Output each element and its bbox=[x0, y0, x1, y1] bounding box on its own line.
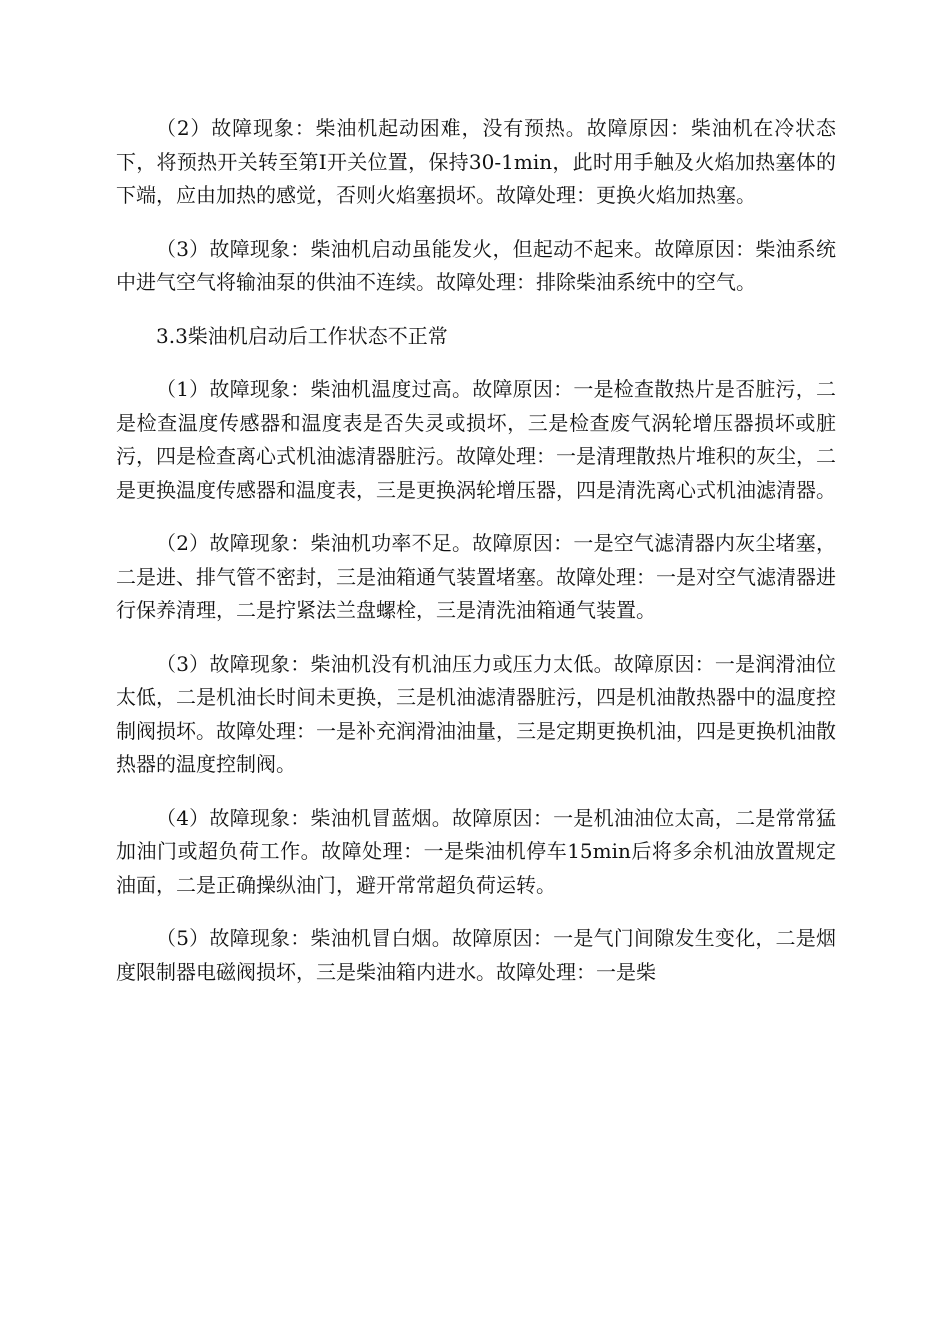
section-heading-3-3: 3.3柴油机启动后工作状态不正常 bbox=[156, 323, 448, 348]
paragraph-fault-5-white-smoke: （5）故障现象：柴油机冒白烟。故障原因：一是气门间隙发生变化，二是烟度限制器电磁阀损坏，三是柴油箱内进水。故障处理：一是柴 bbox=[116, 926, 836, 984]
paragraph-fault-2-low-power: （2）故障现象：柴油机功率不足。故障原因：一是空气滤清器内灰尘堵塞，二是进、排气管不密封，三是油箱通气装置堵塞。故障处理：一是对空气滤清器进行保养清理，二是拧紧法兰盘螺栓，三是清洗油箱通气装置。 bbox=[116, 531, 836, 622]
paragraph-fault-2-preheat: （2）故障现象：柴油机起动困难，没有预热。故障原因：柴油机在冷状态下，将预热开关转至第Ⅰ开关位置，保持30-1min，此时用手触及火焰加热塞体的下端，应由加热的感觉，否则火焰塞损坏。故障处理：更换火焰加热塞。 bbox=[116, 116, 836, 207]
paragraph-fault-3-air-in-fuel: （3）故障现象：柴油机启动虽能发火，但起动不起来。故障原因：柴油系统中进气空气将输油泵的供油不连续。故障处理：排除柴油系统中的空气。 bbox=[116, 236, 836, 294]
paragraph-fault-1-overheat: （1）故障现象：柴油机温度过高。故障原因：一是检查散热片是否脏污，二是检查温度传感器和温度表是否失灵或损坏，三是检查废气涡轮增压器损坏或脏污，四是检查离心式机油滤清器脏污。故障处理：一是清理散热片堆积的灰尘，二是更换温度传感器和温度表，三是更换涡轮增压器，四是清洗离心式机油滤清器。 bbox=[116, 377, 836, 502]
paragraph-fault-4-blue-smoke: （4）故障现象：柴油机冒蓝烟。故障原因：一是机油油位太高，二是常常猛加油门或超负荷工作。故障处理：一是柴油机停车15min后将多余机油放置规定油面，二是正确操纵油门，避开常常超负荷运转。 bbox=[116, 805, 836, 897]
paragraph-fault-3-oil-pressure: （3）故障现象：柴油机没有机油压力或压力太低。故障原因：一是润滑油位太低，二是机油长时间未更换，三是机油滤清器脏污，四是机油散热器中的温度控制阀损坏。故障处理：一是补充润滑油油量，三是定期更换机油，四是更换机油散热器的温度控制阀。 bbox=[116, 651, 836, 776]
document-body bbox=[116, 112, 836, 1009]
